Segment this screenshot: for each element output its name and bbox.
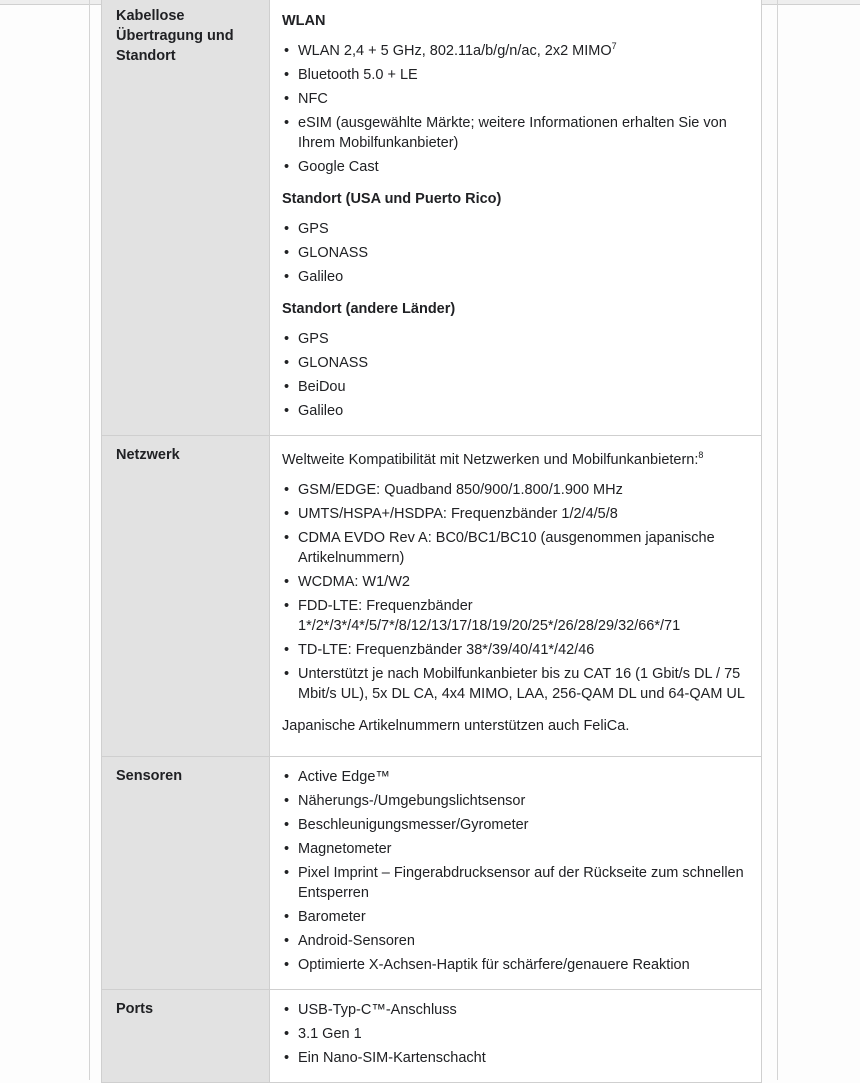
- list-item: • BeiDou: [298, 377, 749, 397]
- footnote-marker[interactable]: 7: [611, 41, 617, 52]
- list-item: • Magnetometer: [298, 839, 749, 859]
- list-item: • TD-LTE: Frequenzbänder 38*/39/40/41*/42/46: [298, 640, 749, 660]
- list-item: • USB-Typ-C™-Anschluss: [298, 1000, 749, 1020]
- list-item: • WCDMA: W1/W2: [298, 572, 749, 592]
- row-label: Netzwerk: [102, 436, 270, 757]
- list-item: • 3.1 Gen 1: [298, 1024, 749, 1044]
- list-item: • GSM/EDGE: Quadband 850/900/1.800/1.900 MHz: [298, 480, 749, 500]
- list-item: • FDD-LTE: Frequenzbänder 1*/2*/3*/4*/5/7*/8/12/13/17/18/19/20/25*/26/28/29/32/66*/71: [298, 596, 749, 636]
- list-item: • Android-Sensoren: [298, 931, 749, 951]
- wlan-list: [282, 41, 749, 177]
- spec-row-ports: [102, 990, 762, 1083]
- page-border-left: [89, 0, 90, 1080]
- list-item: • Galileo: [298, 401, 749, 421]
- list-item: • Bluetooth 5.0 + LE: [298, 65, 749, 85]
- row-value: [270, 757, 762, 990]
- location-usa-list: [282, 219, 749, 287]
- footnote-marker[interactable]: 8: [698, 450, 704, 461]
- list-item: • Beschleunigungsmesser/Gyrometer: [298, 815, 749, 835]
- row-value: [270, 436, 762, 757]
- spec-table: [101, 0, 762, 1083]
- row-value: [270, 0, 762, 436]
- page-border-right: [777, 0, 778, 1080]
- list-item: • UMTS/HSPA+/HSDPA: Frequenzbänder 1/2/4/5/8: [298, 504, 749, 524]
- sensors-list: [282, 767, 749, 975]
- row-label: Ports: [102, 990, 270, 1083]
- list-item: • Active Edge™: [298, 767, 749, 787]
- list-item: • NFC: [298, 89, 749, 109]
- list-item: • Ein Nano-SIM-Kartenschacht: [298, 1048, 749, 1068]
- list-item: • Google Cast: [298, 157, 749, 177]
- network-intro: Weltweite Kompatibilität mit Netzwerken und Mobilfunkanbietern:$^8$: [282, 450, 704, 468]
- list-item: • Optimierte X-Achsen-Haptik für schärfere/genauere Reaktion: [298, 955, 749, 975]
- network-list: [282, 480, 749, 704]
- list-item: • Näherungs-/Umgebungslichtsensor: [298, 791, 749, 811]
- ports-list: [282, 1000, 749, 1068]
- list-item: • WLAN 2,4 + 5 GHz, 802.11a/b/g/n/ac, 2x2 MIMO$^7$: [298, 41, 749, 61]
- row-label: Sensoren: [102, 757, 270, 990]
- location-usa-heading: Standort (USA und Puerto Rico): [282, 191, 502, 207]
- wlan-heading: WLAN: [282, 13, 326, 29]
- list-item: • GPS: [298, 329, 749, 349]
- location-other-heading: Standort (andere Länder): [282, 301, 456, 317]
- row-value: [270, 990, 762, 1083]
- list-item: • GPS: [298, 219, 749, 239]
- list-item: • CDMA EVDO Rev A: BC0/BC1/BC10 (ausgenommen japanische Artikelnummern): [298, 528, 749, 568]
- list-item: • Unterstützt je nach Mobilfunkanbieter bis zu CAT 16 (1 Gbit/s DL / 75 Mbit/s UL), 5x DL CA, 4x4 MIMO, LAA, 256-QAM DL und 64-QAM UL: [298, 664, 749, 704]
- row-label: Kabellose Übertragung und Standort: [102, 0, 270, 436]
- list-item: • Pixel Imprint – Fingerabdrucksensor auf der Rückseite zum schnellen Entsperren: [298, 863, 749, 903]
- list-item: • eSIM (ausgewählte Märkte; weitere Informationen erhalten Sie von Ihrem Mobilfunkanbieter): [298, 113, 749, 153]
- location-other-list: [282, 329, 749, 421]
- list-item: • GLONASS: [298, 353, 749, 373]
- spec-row-sensors: [102, 757, 762, 990]
- list-item: • Barometer: [298, 907, 749, 927]
- spec-row-network: [102, 436, 762, 757]
- list-item: • GLONASS: [298, 243, 749, 263]
- network-note: Japanische Artikelnummern unterstützen auch FeliCa.: [282, 718, 630, 734]
- spec-row-wireless: [102, 0, 762, 436]
- list-item: • Galileo: [298, 267, 749, 287]
